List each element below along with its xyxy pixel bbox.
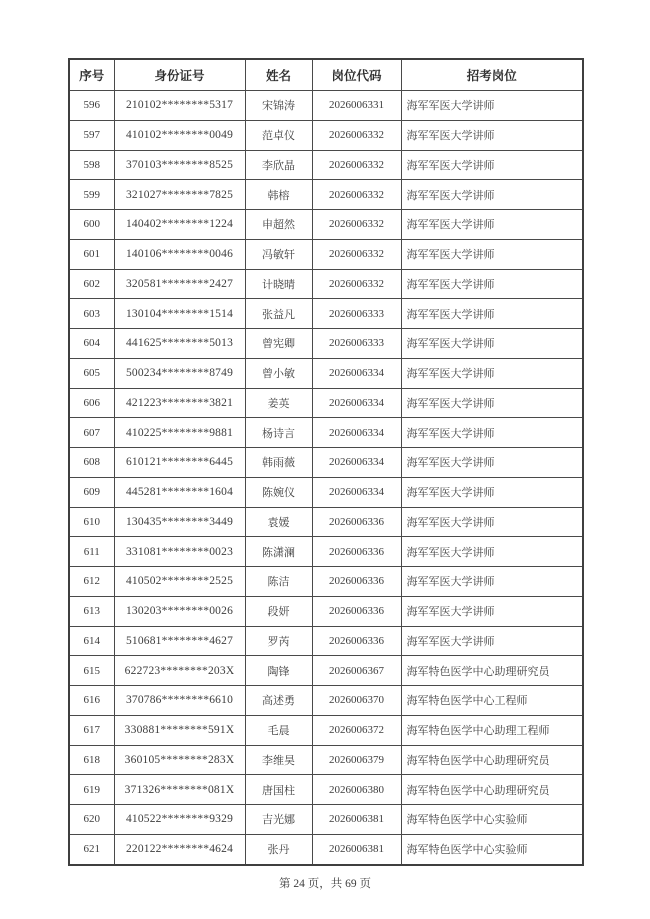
cell-id-number: 330881********591X: [114, 715, 245, 745]
cell-job-title: 海军军医大学讲师: [401, 120, 583, 150]
cell-id-number: 410102********0049: [114, 120, 245, 150]
cell-job-title: 海军军医大学讲师: [401, 299, 583, 329]
table-row: [69, 91, 583, 121]
cell-id-number: 370103********8525: [114, 150, 245, 180]
header-id-number: 身份证号: [114, 59, 245, 91]
cell-seq: 604: [69, 329, 114, 359]
cell-seq: 611: [69, 537, 114, 567]
cell-name: 张丹: [245, 834, 312, 865]
table-row: [69, 656, 583, 686]
cell-job-title: 海军特色医学中心助理研究员: [401, 775, 583, 805]
cell-name: 杨诗言: [245, 418, 312, 448]
cell-name: 唐国柱: [245, 775, 312, 805]
table-row: [69, 269, 583, 299]
header-seq: 序号: [69, 59, 114, 91]
table-row: [69, 834, 583, 865]
cell-name: 韩雨薇: [245, 448, 312, 478]
header-name: 姓名: [245, 59, 312, 91]
cell-job-title: 海军军医大学讲师: [401, 329, 583, 359]
cell-name: 陶锋: [245, 656, 312, 686]
table-row: [69, 358, 583, 388]
cell-name: 姜英: [245, 388, 312, 418]
cell-seq: 618: [69, 745, 114, 775]
cell-seq: 606: [69, 388, 114, 418]
table-row: [69, 596, 583, 626]
cell-seq: 612: [69, 567, 114, 597]
cell-seq: 599: [69, 180, 114, 210]
table-row: [69, 418, 583, 448]
cell-job-title: 海军特色医学中心实验师: [401, 805, 583, 835]
cell-seq: 617: [69, 715, 114, 745]
cell-seq: 610: [69, 507, 114, 537]
cell-name: 曾小敏: [245, 358, 312, 388]
table-row: [69, 329, 583, 359]
cell-job-title: 海军军医大学讲师: [401, 210, 583, 240]
cell-seq: 596: [69, 91, 114, 121]
table-row: [69, 775, 583, 805]
cell-name: 陈洁: [245, 567, 312, 597]
cell-job-code: 2026006332: [312, 269, 401, 299]
cell-id-number: 130435********3449: [114, 507, 245, 537]
cell-job-title: 海军军医大学讲师: [401, 477, 583, 507]
cell-job-code: 2026006332: [312, 180, 401, 210]
cell-name: 毛晨: [245, 715, 312, 745]
cell-id-number: 321027********7825: [114, 180, 245, 210]
cell-id-number: 210102********5317: [114, 91, 245, 121]
cell-job-title: 海军军医大学讲师: [401, 269, 583, 299]
table-row: [69, 507, 583, 537]
cell-name: 吉光娜: [245, 805, 312, 835]
cell-id-number: 360105********283X: [114, 745, 245, 775]
table-row: [69, 537, 583, 567]
cell-job-code: 2026006334: [312, 477, 401, 507]
cell-id-number: 610121********6445: [114, 448, 245, 478]
table-row: [69, 210, 583, 240]
cell-id-number: 622723********203X: [114, 656, 245, 686]
cell-job-code: 2026006336: [312, 596, 401, 626]
table-row: [69, 448, 583, 478]
cell-name: 段妍: [245, 596, 312, 626]
cell-id-number: 140106********0046: [114, 239, 245, 269]
cell-job-title: 海军军医大学讲师: [401, 239, 583, 269]
cell-job-code: 2026006381: [312, 834, 401, 865]
cell-job-code: 2026006336: [312, 567, 401, 597]
header-job-title: 招考岗位: [401, 59, 583, 91]
cell-id-number: 331081********0023: [114, 537, 245, 567]
table-header-row: [69, 59, 583, 91]
cell-job-code: 2026006381: [312, 805, 401, 835]
cell-name: 陈婉仪: [245, 477, 312, 507]
cell-job-title: 海军军医大学讲师: [401, 596, 583, 626]
cell-name: 高述勇: [245, 686, 312, 716]
cell-name: 李维昊: [245, 745, 312, 775]
recruitment-roster-table: [68, 58, 584, 866]
cell-job-code: 2026006332: [312, 239, 401, 269]
cell-job-code: 2026006333: [312, 329, 401, 359]
cell-name: 宋锦涛: [245, 91, 312, 121]
table-row: [69, 388, 583, 418]
cell-job-title: 海军军医大学讲师: [401, 537, 583, 567]
cell-job-code: 2026006372: [312, 715, 401, 745]
cell-seq: 613: [69, 596, 114, 626]
cell-id-number: 370786********6610: [114, 686, 245, 716]
cell-job-title: 海军军医大学讲师: [401, 567, 583, 597]
cell-id-number: 441625********5013: [114, 329, 245, 359]
table-row: [69, 626, 583, 656]
cell-name: 冯敏轩: [245, 239, 312, 269]
cell-job-code: 2026006379: [312, 745, 401, 775]
cell-id-number: 445281********1604: [114, 477, 245, 507]
cell-job-title: 海军特色医学中心助理研究员: [401, 656, 583, 686]
cell-seq: 615: [69, 656, 114, 686]
table-row: [69, 745, 583, 775]
cell-id-number: 410522********9329: [114, 805, 245, 835]
cell-name: 计晓晴: [245, 269, 312, 299]
cell-job-title: 海军军医大学讲师: [401, 418, 583, 448]
cell-job-code: 2026006370: [312, 686, 401, 716]
table-row: [69, 477, 583, 507]
cell-seq: 601: [69, 239, 114, 269]
cell-job-title: 海军特色医学中心工程师: [401, 686, 583, 716]
cell-job-title: 海军军医大学讲师: [401, 626, 583, 656]
cell-job-title: 海军军医大学讲师: [401, 150, 583, 180]
cell-seq: 619: [69, 775, 114, 805]
cell-id-number: 140402********1224: [114, 210, 245, 240]
cell-seq: 603: [69, 299, 114, 329]
table-row: [69, 299, 583, 329]
cell-job-code: 2026006336: [312, 537, 401, 567]
cell-name: 袁媛: [245, 507, 312, 537]
cell-job-code: 2026006334: [312, 358, 401, 388]
cell-seq: 598: [69, 150, 114, 180]
cell-name: 韩榕: [245, 180, 312, 210]
cell-job-code: 2026006332: [312, 210, 401, 240]
cell-name: 申超然: [245, 210, 312, 240]
cell-seq: 616: [69, 686, 114, 716]
cell-seq: 609: [69, 477, 114, 507]
cell-seq: 621: [69, 834, 114, 865]
table-row: [69, 239, 583, 269]
cell-job-code: 2026006336: [312, 626, 401, 656]
cell-id-number: 130203********0026: [114, 596, 245, 626]
cell-id-number: 410225********9881: [114, 418, 245, 448]
cell-job-code: 2026006332: [312, 150, 401, 180]
cell-seq: 600: [69, 210, 114, 240]
cell-job-title: 海军军医大学讲师: [401, 91, 583, 121]
cell-seq: 620: [69, 805, 114, 835]
table-row: [69, 805, 583, 835]
cell-id-number: 130104********1514: [114, 299, 245, 329]
table-row: [69, 120, 583, 150]
cell-id-number: 410502********2525: [114, 567, 245, 597]
cell-name: 陈潇澜: [245, 537, 312, 567]
cell-job-title: 海军特色医学中心实验师: [401, 834, 583, 865]
cell-name: 曾宪卿: [245, 329, 312, 359]
cell-job-title: 海军特色医学中心助理工程师: [401, 715, 583, 745]
table-row: [69, 150, 583, 180]
cell-job-code: 2026006336: [312, 507, 401, 537]
cell-job-code: 2026006333: [312, 299, 401, 329]
cell-id-number: 500234********8749: [114, 358, 245, 388]
cell-job-title: 海军军医大学讲师: [401, 358, 583, 388]
cell-job-code: 2026006334: [312, 418, 401, 448]
cell-job-title: 海军军医大学讲师: [401, 448, 583, 478]
cell-job-code: 2026006334: [312, 448, 401, 478]
cell-job-code: 2026006367: [312, 656, 401, 686]
cell-name: 张益凡: [245, 299, 312, 329]
page-number-footer: 第 24 页，共 69 页: [279, 878, 371, 890]
cell-id-number: 510681********4627: [114, 626, 245, 656]
cell-name: 李欣晶: [245, 150, 312, 180]
table-body: [69, 91, 583, 866]
cell-job-code: 2026006380: [312, 775, 401, 805]
cell-job-code: 2026006331: [312, 91, 401, 121]
cell-id-number: 371326********081X: [114, 775, 245, 805]
cell-job-code: 2026006334: [312, 388, 401, 418]
table-row: [69, 686, 583, 716]
cell-id-number: 220122********4624: [114, 834, 245, 865]
table-row: [69, 567, 583, 597]
cell-job-title: 海军军医大学讲师: [401, 507, 583, 537]
cell-name: 罗芮: [245, 626, 312, 656]
cell-job-code: 2026006332: [312, 120, 401, 150]
cell-seq: 602: [69, 269, 114, 299]
cell-job-title: 海军军医大学讲师: [401, 388, 583, 418]
table-row: [69, 180, 583, 210]
table-row: [69, 715, 583, 745]
cell-seq: 605: [69, 358, 114, 388]
cell-seq: 608: [69, 448, 114, 478]
cell-seq: 597: [69, 120, 114, 150]
cell-seq: 614: [69, 626, 114, 656]
cell-seq: 607: [69, 418, 114, 448]
cell-id-number: 320581********2427: [114, 269, 245, 299]
cell-id-number: 421223********3821: [114, 388, 245, 418]
cell-job-title: 海军军医大学讲师: [401, 180, 583, 210]
cell-job-title: 海军特色医学中心助理研究员: [401, 745, 583, 775]
header-job-code: 岗位代码: [312, 59, 401, 91]
cell-name: 范卓仪: [245, 120, 312, 150]
